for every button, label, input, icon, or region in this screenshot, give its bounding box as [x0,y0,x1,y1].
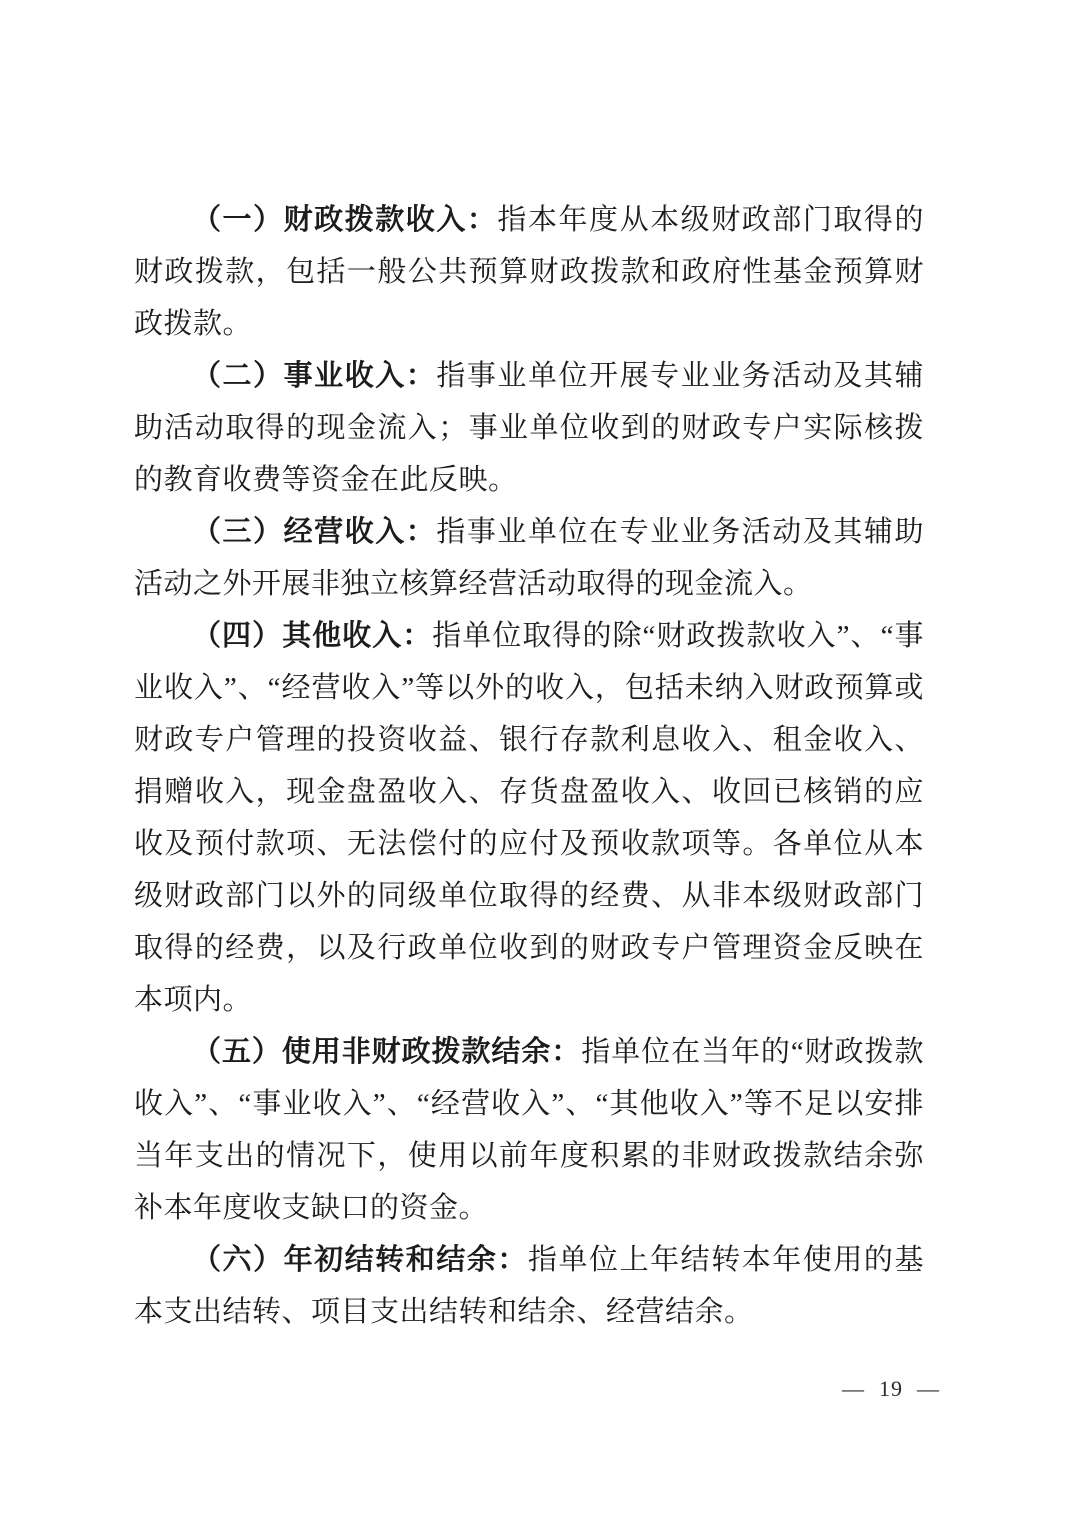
paragraph-body: 指本年度从本级财政部门取得的财政拨款，包括一般公共预算财政拨款和政府性基金预算财政拨款。 [134,204,924,340]
paragraph-heading: （一）财政拨款收入： [192,204,498,236]
page-footer [842,1376,940,1402]
footer-dash-right: — [917,1376,940,1401]
paragraph [134,506,924,610]
paragraph-heading: （六）年初结转和结余： [192,1244,528,1276]
paragraph-body: 指单位取得的除“财政拨款收入”、“事业收入”、“经营收入”等以外的收入，包括未纳入财政预算或财政专户管理的投资收益、银行存款利息收入、租金收入、捐赠收入，现金盘盈收入、存货盘盈收入、收回已核销的应收及预付款项、无法偿付的应付及预收款项等。各单位从本级财政部门以外的同级单位取得的经费、从非本级财政部门取得的经费，以及行政单位收到的财政专户管理资金反映在本项内。 [134,620,924,1016]
paragraph [134,350,924,506]
paragraph-heading: （五）使用非财政拨款结余： [192,1036,582,1068]
paragraph-heading: （二）事业收入： [192,360,437,392]
paragraph [134,194,924,350]
paragraph-body: 指单位上年结转本年使用的基本支出结转、项目支出结转和结余、经营结余。 [134,1244,924,1328]
footer-dash-left: — [842,1376,865,1401]
document-body [134,194,924,1338]
paragraph-body: 指事业单位在专业业务活动及其辅助活动之外开展非独立核算经营活动取得的现金流入。 [134,516,924,600]
page-number: 19 [879,1376,903,1401]
paragraph-body: 指单位在当年的“财政拨款收入”、“事业收入”、“经营收入”、“其他收入”等不足以安排当年支出的情况下，使用以前年度积累的非财政拨款结余弥补本年度收支缺口的资金。 [134,1036,924,1224]
paragraph-heading: （三）经营收入： [192,516,437,548]
paragraph [134,1026,924,1234]
paragraph-heading: （四）其他收入： [192,620,433,652]
paragraph [134,1234,924,1338]
paragraph [134,610,924,1026]
paragraph-body: 指事业单位开展专业业务活动及其辅助活动取得的现金流入；事业单位收到的财政专户实际核拨的教育收费等资金在此反映。 [134,360,924,496]
